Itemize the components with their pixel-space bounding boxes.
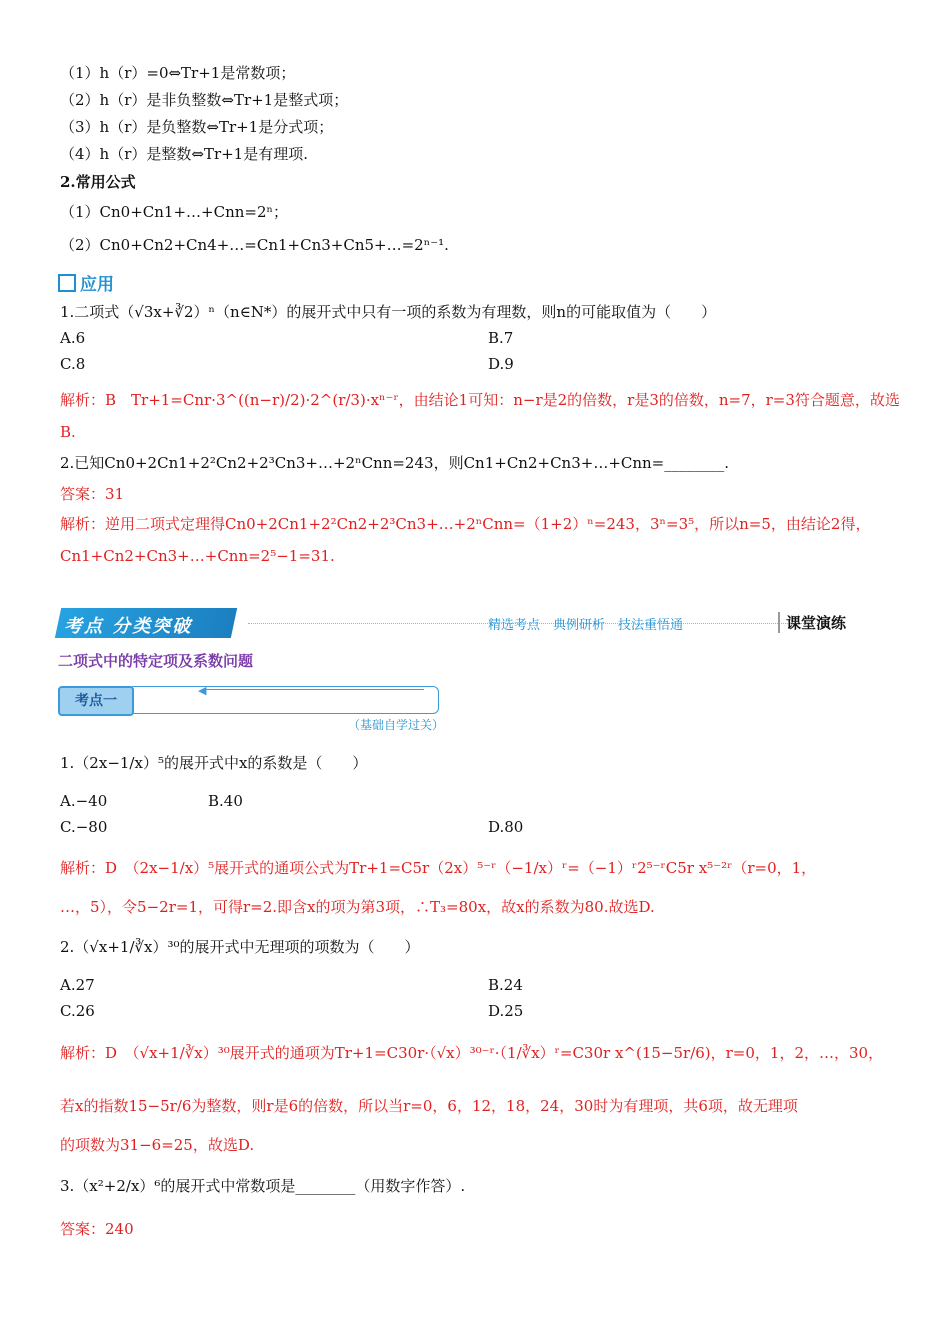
rule-3: （3）h（r）是负整数⇔Tr+1是分式项；	[60, 118, 334, 136]
kaodian-rail	[132, 686, 439, 714]
app-q1-option-d: D.9	[488, 355, 514, 373]
q2-option-a: A.27	[60, 976, 95, 994]
q1-analysis-end: …，5），令5−2r=1，可得r=2.即含x的项为第3项，∴T₃=80x，故x的系数为80.故选D.	[60, 898, 655, 916]
app-q1-option-c: C.8	[60, 355, 86, 373]
q1-option-d: D.80	[488, 818, 524, 836]
q2-analysis-3: 的项数为31−6=25，故选D.	[60, 1136, 255, 1154]
kaodian-note: （基础自学过关）	[348, 718, 445, 732]
banner-left-text: 考点 分类突破	[64, 616, 193, 637]
subheading: 二项式中的特定项及系数问题	[58, 652, 254, 670]
app-q2-analysis: 解析：逆用二项式定理得Cn0+2Cn1+2²Cn2+2³Cn3+…+2ⁿCnn=（1+2）ⁿ=243，3ⁿ=3⁵，所以n=5，由结论2得，	[60, 515, 871, 533]
section-banner	[58, 608, 858, 638]
question-3: 3.（x²+2/x）⁶的展开式中常数项是________（用数字作答）.	[60, 1177, 466, 1195]
app-q1-analysis-end: B.	[60, 423, 76, 441]
q1-option-b: B.40	[208, 792, 243, 810]
app-question-1: 1.二项式（√3x+∛2）ⁿ（n∈N*）的展开式中只有一项的系数为有理数，则n的可能取值为（ ）	[60, 303, 717, 321]
app-q1-analysis: 解析：B Tr+1=Cnr·3^((n−r)/2)·2^(r/3)·xⁿ⁻ʳ，由结论1可知：n−r是2的倍数，r是3的倍数，n=7，r=3符合题意，故选	[60, 391, 900, 409]
formula-2: （2）Cn0+Cn2+Cn4+…=Cn1+Cn3+Cn5+…=2ⁿ⁻¹.	[60, 236, 449, 254]
rule-4: （4）h（r）是整数⇔Tr+1是有理项.	[60, 145, 308, 163]
rule-1: （1）h（r）=0⇔Tr+1是常数项；	[60, 64, 296, 82]
q2-option-c: C.26	[60, 1002, 95, 1020]
q1-analysis: 解析：D （2x−1/x）⁵展开式的通项公式为Tr+1=C5r（2x）⁵⁻ʳ（−1/x）ʳ=（−1）ʳ2⁵⁻ʳC5r x⁵⁻²ʳ（r=0，1，	[60, 859, 817, 877]
formulas-title: 2.常用公式	[60, 173, 136, 191]
application-icon	[58, 274, 76, 292]
rule-2: （2）h（r）是非负整数⇔Tr+1是整式项；	[60, 91, 349, 109]
q2-analysis: 解析：D （√x+1/∛x）³⁰展开式的通项为Tr+1=C30r·（√x）³⁰⁻ʳ·（1/∛x）ʳ=C30r x^(15−5r/6)，r=0，1，2，…，30，	[60, 1044, 884, 1062]
q2-analysis-2: 若x的指数15−5r/6为整数，则r是6的倍数，所以当r=0，6，12，18，24，30时为有理项，共6项，故无理项	[60, 1097, 798, 1115]
app-q2-answer: 答案：31	[60, 485, 125, 503]
app-q1-option-b: B.7	[488, 329, 514, 347]
kaodian-tag: 考点一	[58, 686, 134, 716]
question-2: 2.（√x+1/∛x）³⁰的展开式中无理项的项数为（ ）	[60, 938, 420, 956]
q1-option-a: A.−40	[60, 792, 108, 810]
kaodian-bar	[58, 686, 440, 714]
q2-option-d: D.25	[488, 1002, 524, 1020]
banner-right-text: 课堂演练	[778, 612, 846, 633]
q3-answer: 答案：240	[60, 1220, 134, 1238]
kaodian-arrow-line	[204, 689, 424, 690]
application-heading	[58, 270, 114, 295]
formula-1: （1）Cn0+Cn1+…+Cnn=2ⁿ；	[60, 203, 289, 221]
q2-option-b: B.24	[488, 976, 523, 994]
banner-mid-text: 精选考点 典例研析 技法重悟通	[488, 618, 684, 633]
application-heading-text: 应用	[80, 275, 114, 295]
arrow-left-icon: ◀	[198, 684, 207, 697]
app-question-2: 2.已知Cn0+2Cn1+2²Cn2+2³Cn3+…+2ⁿCnn=243，则Cn1+Cn2+Cn3+…+Cnn=________.	[60, 454, 730, 472]
q1-option-c: C.−80	[60, 818, 108, 836]
question-1: 1.（2x−1/x）⁵的展开式中x的系数是（ ）	[60, 754, 368, 772]
app-q2-analysis-end: Cn1+Cn2+Cn3+…+Cnn=2⁵−1=31.	[60, 547, 335, 565]
app-q1-option-a: A.6	[60, 329, 86, 347]
